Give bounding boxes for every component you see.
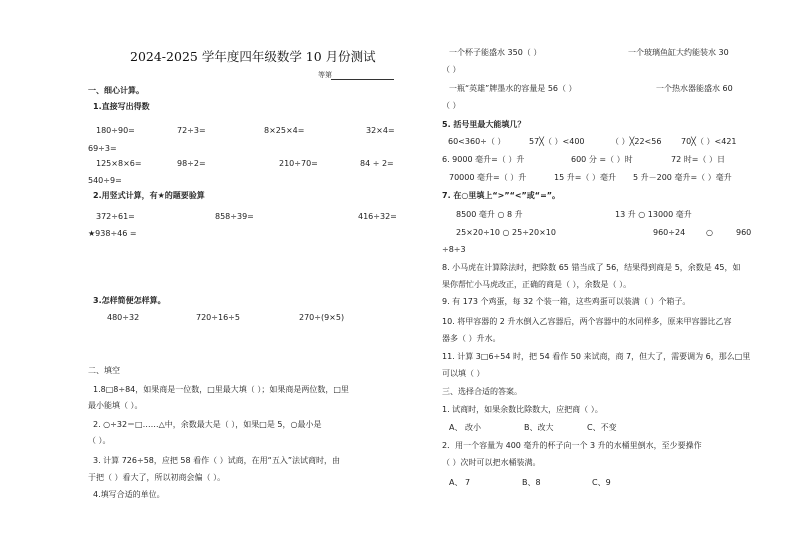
q11-text: 11. 计算 3□6÷54 时，把 54 看作 50 来试商，商 7，但大了，需要调为 6，那么□里 bbox=[442, 352, 751, 361]
q5-item: （ ）╳22<56 bbox=[611, 137, 662, 146]
q11-text-cont: 可以填（ ） bbox=[442, 369, 485, 378]
q10-text-cont: 器多（ ）升水。 bbox=[442, 334, 501, 343]
fill-question-2: 2. ○÷32＝□……△中，余数最大是（ ），如果□是 5，○最小是 bbox=[93, 420, 322, 429]
fill-question-3: 3. 计算 726÷58，应把 58 看作（ ）试商，在用“五入”法试商时，由 bbox=[93, 456, 340, 465]
calc-item: 32×4= bbox=[366, 126, 395, 135]
q6-item: 15 升=（ ）毫升 bbox=[554, 173, 616, 182]
fill-question-3-cont: 于把（ ）看大了，所以初商会偏（ ）。 bbox=[88, 473, 226, 482]
unit-item: 一瓶“英雄”牌墨水的容量是 56（ ） bbox=[449, 84, 577, 93]
choice-option: C、9 bbox=[592, 478, 611, 487]
choice-question-2-cont: （ ）次时可以把水桶装满。 bbox=[442, 458, 541, 467]
calc-item: 98÷2= bbox=[177, 159, 206, 168]
vertical-calc-item: 416÷32= bbox=[358, 212, 397, 221]
q5-item: 60<360÷（ ） bbox=[448, 137, 506, 146]
q2-heading: 2.用竖式计算，有★的题要验算 bbox=[93, 191, 205, 200]
q7-circle: ○ bbox=[706, 228, 713, 237]
q6-item: 6. 9000 毫升=（ ）升 bbox=[442, 155, 525, 164]
section-2-heading: 二、填空 bbox=[88, 366, 120, 375]
calc-item: 210÷70= bbox=[279, 159, 318, 168]
q5-heading: 5. 括号里最大能填几？ bbox=[442, 120, 526, 129]
q7-item: 960 bbox=[736, 228, 752, 237]
simplify-item: 270÷(9×5) bbox=[299, 313, 345, 322]
section-1-heading: 一、细心计算。 bbox=[88, 86, 144, 95]
calc-item: 180÷90= bbox=[96, 126, 135, 135]
choice-option: A、 7 bbox=[449, 478, 471, 487]
section-3-heading: 三、选择合适的答案。 bbox=[442, 387, 522, 396]
calc-item: 125×8×6= bbox=[96, 159, 142, 168]
choice-question-2: 2．用一个容量为 400 毫升的杯子向一个 3 升的水桶里倒水，至少要操作 bbox=[442, 441, 702, 450]
calc-item: 84 ÷ 2= bbox=[360, 159, 394, 168]
q8-text-cont: 果你帮忙小马虎改正，正确的商是（ ），余数是（ ）。 bbox=[442, 280, 632, 289]
q9-text: 9. 有 173 个鸡蛋，每 32 个装一箱，这些鸡蛋可以装满（ ）个箱子。 bbox=[442, 297, 691, 306]
calc-item: 540÷9= bbox=[88, 176, 122, 185]
calc-item: 69÷3= bbox=[88, 144, 117, 153]
q7-item: 25×20÷10 ○ 25÷20×10 bbox=[456, 228, 556, 237]
unit-item: 一个热水器能盛水 60 bbox=[656, 84, 733, 93]
grade-label: 等第 bbox=[318, 71, 332, 79]
choice-question-1: 1. 试商时，如果余数比除数大，应把商（ ）。 bbox=[442, 405, 603, 414]
q7-item: 8500 毫升 ○ 8 升 bbox=[456, 210, 523, 219]
q7-item: 13 升 ○ 13000 毫升 bbox=[615, 210, 692, 219]
vertical-calc-item: ★938÷46 = bbox=[88, 229, 137, 238]
q7-heading: 7. 在○里填上“>”“<”或“=”。 bbox=[442, 191, 561, 200]
fill-question-2-cont: （ ）。 bbox=[88, 436, 111, 445]
choice-option: B、改大 bbox=[524, 423, 554, 432]
unit-item: （ ） bbox=[442, 101, 461, 110]
choice-option: B、8 bbox=[522, 478, 541, 487]
simplify-item: 480÷32 bbox=[107, 313, 140, 322]
q7-item: ÷8÷3 bbox=[442, 245, 466, 254]
q6-item: 72 时=（ ）日 bbox=[671, 155, 725, 164]
q3-heading: 3.怎样简便怎样算。 bbox=[93, 296, 166, 305]
q8-text: 8. 小马虎在计算除法时，把除数 65 错当成了 56，结果得到商是 5，余数是 45，如 bbox=[442, 263, 741, 272]
calc-item: 8×25×4= bbox=[264, 126, 305, 135]
q7-item: 960÷24 bbox=[653, 228, 686, 237]
simplify-item: 720÷16÷5 bbox=[196, 313, 240, 322]
q6-item: 70000 毫升=（ ）升 bbox=[449, 173, 527, 182]
q6-item: 5 升－200 毫升=（ ）毫升 bbox=[633, 173, 732, 182]
fill-question-1-cont: 最小能填（ ）。 bbox=[88, 401, 143, 410]
page-title: 2024-2025 学年度四年级数学 10 月份测试 bbox=[130, 49, 376, 64]
grade-blank bbox=[331, 79, 394, 80]
unit-item: （ ） bbox=[442, 65, 461, 74]
unit-item: 一个杯子能盛水 350（ ） bbox=[449, 48, 542, 57]
choice-option: A、 改小 bbox=[449, 423, 482, 432]
q1-heading: 1.直接写出得数 bbox=[93, 102, 150, 111]
q10-text: 10. 将甲容器的 2 升水倒入乙容器后，两个容器中的水同样多，原来甲容器比乙容 bbox=[442, 317, 732, 326]
vertical-calc-item: 858÷39= bbox=[215, 212, 254, 221]
unit-item: 一个玻璃鱼缸大约能装水 30 bbox=[628, 48, 729, 57]
calc-item: 72÷3= bbox=[177, 126, 206, 135]
q5-item: 70╳（ ）<421 bbox=[681, 137, 737, 146]
fill-question-4: 4.填写合适的单位。 bbox=[93, 490, 165, 499]
fill-question-1: 1.8□8÷84，如果商是一位数，□里最大填（ ）；如果商是两位数，□里 bbox=[93, 385, 349, 394]
vertical-calc-item: 372÷61= bbox=[96, 212, 135, 221]
choice-option: C、不变 bbox=[587, 423, 617, 432]
q5-item: 57╳（ ）<400 bbox=[529, 137, 585, 146]
q6-item: 600 分 =（ ）时 bbox=[571, 155, 633, 164]
